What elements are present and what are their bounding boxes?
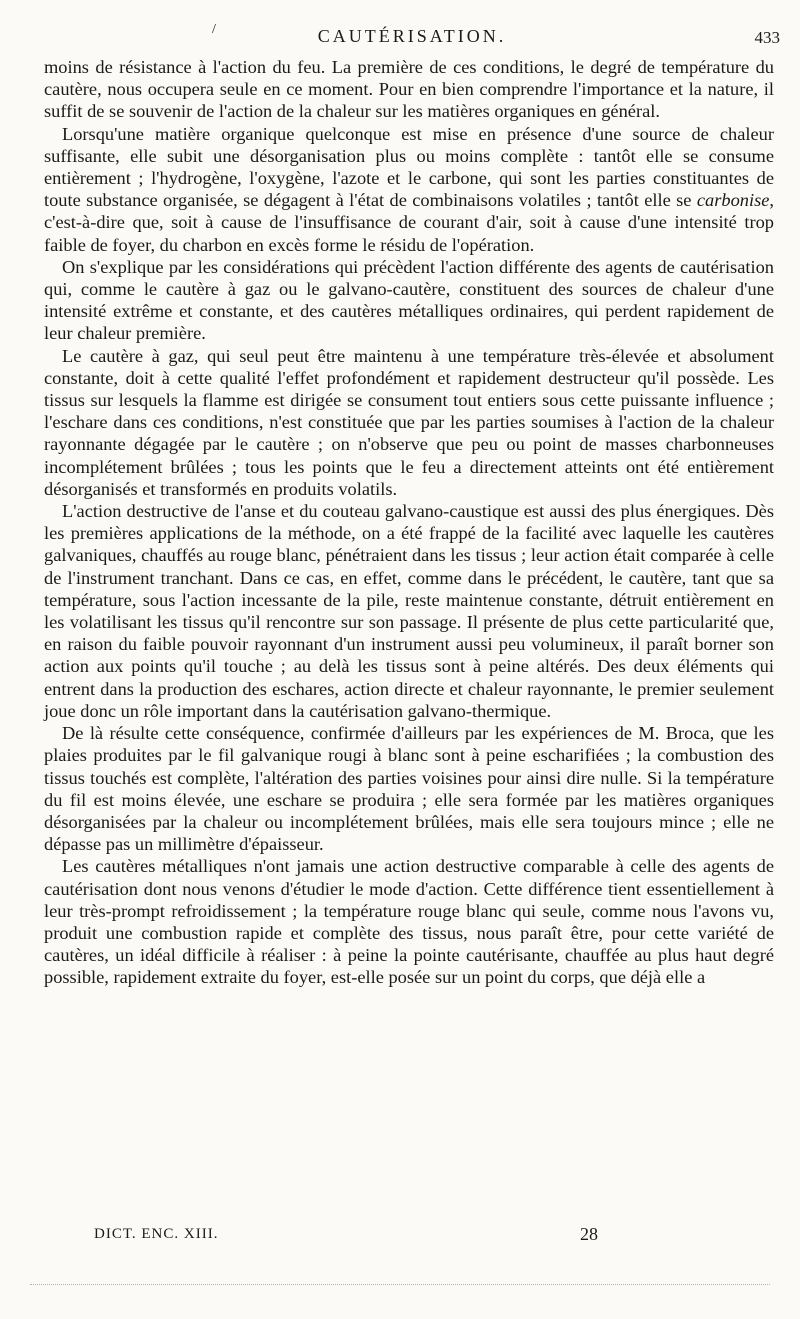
header-mark: / (212, 22, 216, 37)
emphasis-carbonise: carbonise (696, 190, 770, 211)
paragraph-5: L'action destructive de l'anse et du couteau galvano-caustique est aussi des plus énergiques. Dès les premières applications de la méthode, on a été frappé de la facilité avec laquelle les cautères galvaniques, chauffés au rouge blanc, pénétraient dans les tissus ; leur action était comparée à celle de l'instrument tranchant. Dans ce cas, en effet, comme dans le précédent, le cautère, tant que sa température, sous l'action incessante de la pile, reste maintenue constante, détruit entièrement en les volatilisant les tissus qu'il rencontre sur son passage. Il présente de plus cette particularité que, en raison du faible pouvoir rayonnant d'un instrument aussi peu volumineux, il paraît borner son action aux points qu'il touche ; au delà les tissus sont à peine altérés. Des deux éléments qui entrent dans la production des eschares, action directe et chaleur rayonnante, le premier seulement joue donc un rôle important dans la cautérisation galvano-thermique. (44, 501, 774, 721)
sheet-number: 28 (580, 1224, 598, 1244)
paragraph-7: Les cautères métalliques n'ont jamais une action destructive comparable à celle des agents de cautérisation dont nous venons d'étudier le mode d'action. Cette différence tient essentiellement à leur très-prompt refroidissement ; la température rouge blanc qui seule, comme nous l'avons vu, produit une combustion rapide et complète des tissus, nous paraît être, pour cette variété de cautères, un idéal difficile à réaliser : à peine la pointe cautérisante, chauffée au plus haut degré possible, rapidement extraite du foyer, est-elle posée sur un point du corps, que déjà elle a (44, 856, 774, 988)
paragraph-6: De là résulte cette conséquence, confirmée d'ailleurs par les expériences de M. Broca, que les plaies produites par le fil galvanique rougi à blanc sont à peine escharifiées ; la combustion des tissus touchés est complète, l'altération des parties voisines pour ainsi dire nulle. Si la température du fil est moins élevée, une eschare se produira ; elle sera formée par les matières organiques désorganisées par la chaleur ou incomplétement brûlées, mais elle sera toujours mince ; elle ne dépasse pas un millimètre d'épaisseur. (44, 723, 774, 855)
page-footer (44, 1224, 774, 1250)
running-header (44, 24, 780, 50)
paragraph-3: On s'explique par les considérations qui précèdent l'action différente des agents de cautérisation qui, comme le cautère à gaz ou le galvano-cautère, constituent des sources de chaleur d'une intensité extrême et constante, et des cautères métalliques ordinaires, qui perdent rapidement de leur chaleur première. (44, 256, 774, 344)
paragraph-1: moins de résistance à l'action du feu. La première de ces conditions, le degré de température du cautère, nous occupera seule en ce moment. Pour en bien comprendre l'importance et la nature, il suffit de se souvenir de l'action de la chaleur sur les matières organiques en général. (44, 57, 774, 122)
body-text (44, 56, 774, 989)
page-number: 433 (754, 28, 780, 47)
paragraph-2 (44, 123, 774, 256)
signature-mark: DICT. ENC. XIII. (94, 1226, 219, 1242)
paragraph-2-start: Lorsqu'une matière organique quelconque est mise en présence d'une source de chaleur suffisante, elle subit une désorganisation plus ou moins complète : tantôt elle se consume entièrement ; l'hydrogène, l'oxygène, l'azote et le carbone, qui sont les parties constituantes de toute substance organisée, se dégagent à l'état de combinaisons volatiles ; tantôt elle se (44, 123, 774, 211)
running-title: CAUTÉRISATION. (317, 26, 507, 46)
bottom-edge-divider (30, 1284, 770, 1287)
paragraph-2-end: , c'est-à-dire que, soit à cause de l'insuffisance de courant d'air, soit à cause d'une intensité trop faible de foyer, du charbon en excès forme le résidu de l'opération. (44, 190, 774, 255)
paragraph-4: Le cautère à gaz, qui seul peut être maintenu à une température très-élevée et absolument constante, doit à cette qualité l'effet profondément et rapidement destructeur qu'il possède. Les tissus sur lesquels la flamme est dirigée se consument tout entiers sous cette puissante influence ; l'eschare dans ces conditions, n'est constituée que par les parties soumises à l'action de la chaleur rayonnante dégagée par le cautère ; on n'observe que peu ou point de masses charbonneuses incomplétement brûlées ; tous les points que le feu a directement atteints ont été entièrement désorganisés et transformés en produits volatils. (44, 345, 774, 499)
